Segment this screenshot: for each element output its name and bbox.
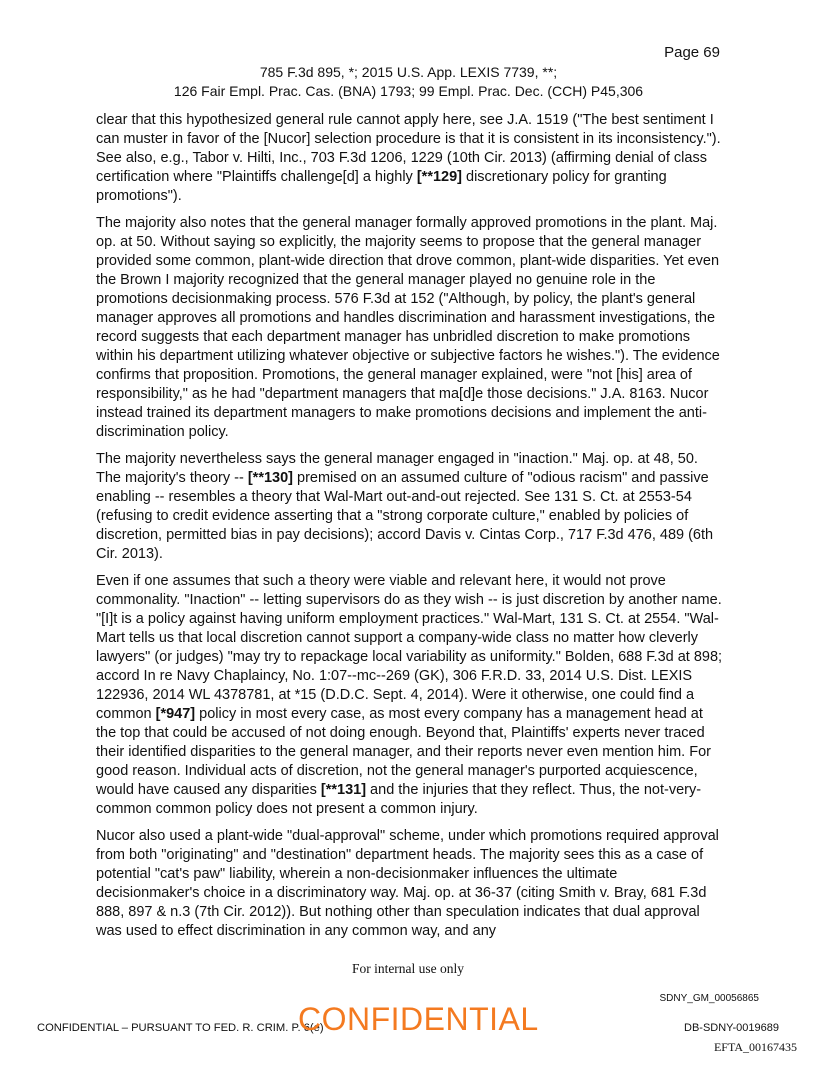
paragraph-5	[96, 827, 723, 941]
star-page-marker: [**130]	[247, 470, 293, 486]
internal-use-notice: For internal use only	[351, 961, 465, 976]
text-run: and the injuries that they reflect. Thus, the not-very-common common policy does not present a common injury.	[96, 782, 702, 817]
paragraph-4	[96, 572, 723, 819]
sdny-gm-bates-number: SDNY_GM_00056865	[659, 993, 759, 1004]
efta-document-id: EFTA_00167435	[713, 1040, 797, 1054]
db-sdny-bates-number: DB-SDNY-0019689	[684, 1022, 779, 1034]
confidential-notice: CONFIDENTIAL – PURSUANT TO FED. R. CRIM. P. 6(e)	[37, 1022, 324, 1034]
text-run: The majority also notes that the general manager formally approved promotions in the plant. Maj. op. at 50. Without saying so explicitly, the majority seems to propose that the general manager provided some common, plant-wide direction that drove common, plant-wide disparities. Yet even the Brown I majority recognized that the general manager played no genuine role in the promotions decisionmaking process. 576 F.3d at 152 ("Although, by policy, the plant's general manager approves all promotions and handles discrimination and harassment investigations, the record suggests that each department manager has unbridled discretion to make promotions within his department utilizing whatever objective or subjective factors he wishes."). The evidence confirms that proposition. Promotions, the general manager explained, were "not [his] area of responsibility," as he had "department managers that ma[d]e those decisions." J.A. 8163. Nucor instead trained its department managers to make promotions decisions and implement the anti-discrimination policy.	[96, 215, 720, 440]
paragraph-2	[96, 214, 723, 442]
opinion-body	[96, 111, 723, 949]
paragraph-3	[96, 450, 723, 564]
star-page-marker: [**131]	[320, 782, 367, 798]
text-run: discretionary policy for granting promotions").	[96, 169, 667, 204]
paragraph-1	[96, 111, 723, 206]
citation-line-2: 126 Fair Empl. Prac. Cas. (BNA) 1793; 99 Empl. Prac. Dec. (CCH) P45,306	[173, 83, 644, 99]
star-page-marker: [**129]	[416, 169, 462, 185]
text-run: policy in most every case, as most every company has a management head at the top that could be accused of not doing enough. Beyond that, Plaintiffs' experts never traced their identified disparities to the general manager, and their reports never even mention him. For good reason. Individual acts of discretion, not the general manager's purported acquiescence, would have caused any disparities	[96, 706, 711, 798]
text-run: clear that this hypothesized general rule cannot apply here, see J.A. 1519 ("The best sentiment I can muster in favor of the [Nucor] selection procedure is that it is consistent in its inconsistency."). See also, e.g., Tabor v. Hilti, Inc., 703 F.3d 1206, 1229 (10th Cir. 2013) (affirming denial of class certification where "Plaintiffs challenge[d] a highly	[96, 112, 721, 185]
star-page-marker: [*947]	[155, 706, 196, 722]
text-run: The majority nevertheless says the general manager engaged in "inaction." Maj. op. at 48, 50. The majority's theory --	[96, 451, 698, 486]
text-run: premised on an assumed culture of "odious racism" and passive enabling -- resembles a theory that Wal-Mart out-and-out rejected. See 131 S. Ct. at 2553-54 (refusing to credit evidence asserting that a "strong corporate culture," enabled by policies of discretion, permitted bias in pay decisions); accord Davis v. Cintas Corp., 717 F.3d 476, 489 (6th Cir. 2013).	[96, 470, 714, 562]
text-run: Nucor also used a plant-wide "dual-approval" scheme, under which promotions required approval from both "originating" and "destination" department heads. The majority sees this as a case of potential "cat's paw" liability, wherein a non-decisionmaker influences the ultimate decisionmaker's choice in a discriminatory way. Maj. op. at 36-37 (citing Smith v. Bray, 681 F.3d 888, 897 & n.3 (7th Cir. 2012)). But nothing other than speculation indicates that dual approval was used to effect discrimination in any common way, and any	[96, 828, 719, 939]
page-number: Page 69	[664, 44, 720, 61]
text-run: Even if one assumes that such a theory were viable and relevant here, it would not prove commonality. "Inaction" -- letting supervisors do as they wish -- is just discretion by another name. "[I]t is a policy against having uniform employment practices." Wal-Mart, 131 S. Ct. at 2554. "Wal-Mart tells us that local discretion cannot support a company-wide class no matter how cleverly lawyers" (or judges) "may try to repackage local variability as uniformity." Bolden, 688 F.3d at 898; accord In re Navy Chaplaincy, No. 1:07--mc--269 (GK), 306 F.R.D. 33, 2014 U.S. Dist. LEXIS 122936, 2014 WL 4378781, at *15 (D.D.C. Sept. 4, 2014). Were it otherwise, one could find a common	[96, 573, 723, 722]
citation-line-1: 785 F.3d 895, *; 2015 U.S. App. LEXIS 7739, **;	[259, 64, 558, 80]
confidential-stamp: CONFIDENTIAL	[298, 1001, 539, 1037]
case-citation	[96, 63, 721, 101]
